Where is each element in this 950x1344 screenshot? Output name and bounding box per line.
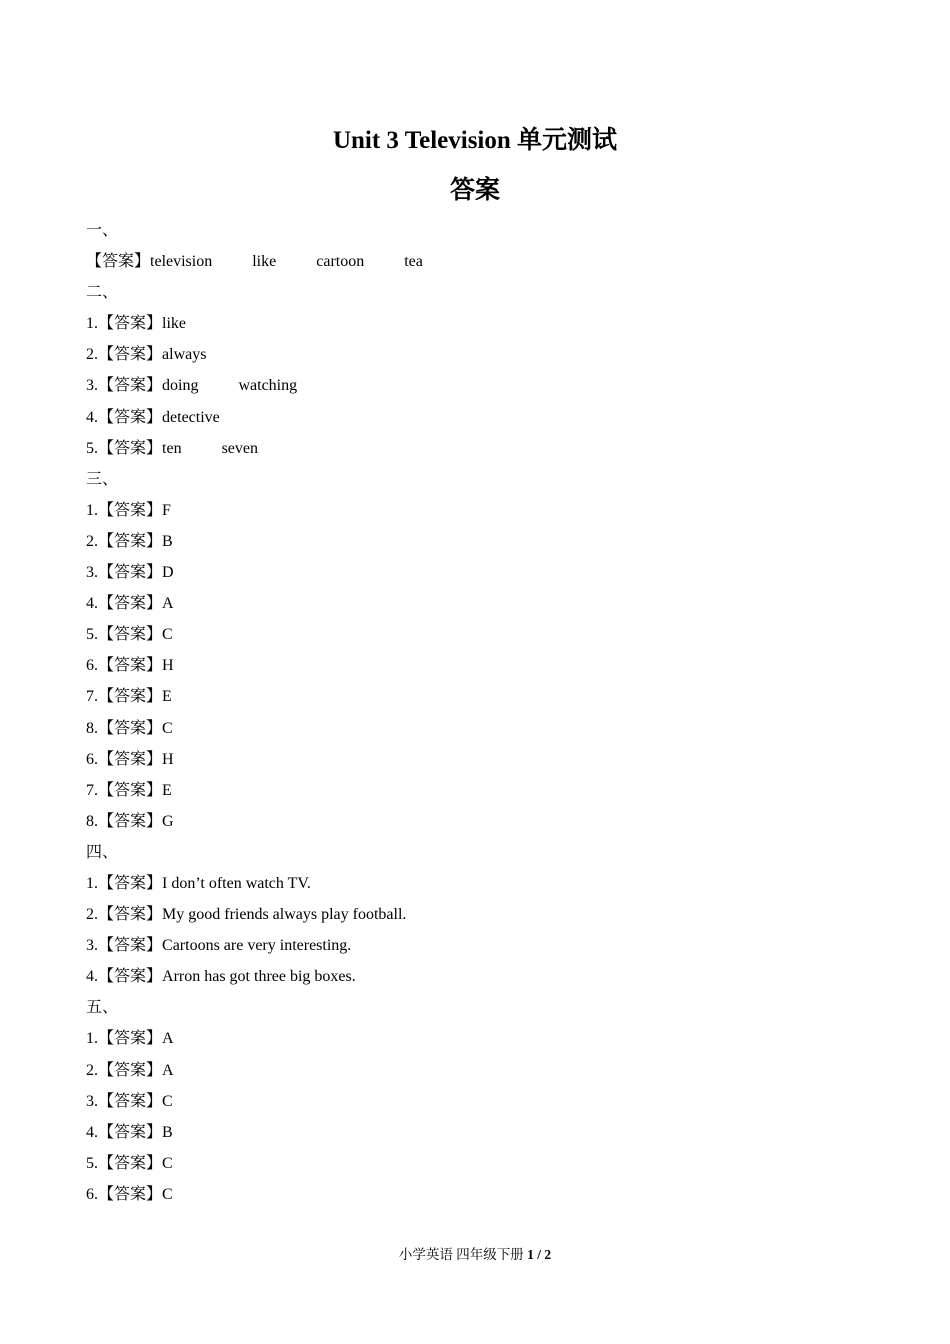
answer-text: My good friends always play football. (162, 906, 407, 924)
item-number: 2. (86, 1061, 98, 1079)
item-number: 2. (86, 906, 98, 924)
item-number: 5. (86, 439, 98, 457)
item-number: 6. (86, 657, 98, 675)
answer-tag: 【答案】 (98, 1154, 163, 1172)
answer-tag: 【答案】 (98, 937, 163, 955)
item-number: 3. (86, 564, 98, 582)
answer-text: detective (162, 408, 220, 426)
answer-tag: 【答案】 (98, 564, 163, 582)
answer-tag: 【答案】 (98, 750, 163, 768)
answer-item (86, 1117, 866, 1148)
answer-item (86, 1148, 866, 1179)
answer-text: C (162, 1154, 173, 1172)
page-number: 1 / 2 (527, 1247, 552, 1262)
answer-tag: 【答案】 (98, 626, 163, 644)
answer-text: G (162, 812, 174, 830)
answer-text: ten (162, 439, 182, 457)
answer-item (86, 619, 866, 650)
answer-text: A (162, 595, 174, 613)
answer-item (86, 1023, 866, 1054)
item-number: 6. (86, 1185, 98, 1203)
answer-item (86, 1179, 866, 1210)
section-heading: 一、 (86, 222, 119, 239)
answer-tag: 【答案】 (98, 657, 163, 675)
answer-tag: 【答案】 (98, 1092, 163, 1110)
page-footer (0, 1246, 950, 1264)
answer-item (86, 961, 866, 992)
answer-text: television (150, 253, 213, 271)
item-number: 1. (86, 1030, 98, 1048)
item-number: 8. (86, 812, 98, 830)
answer-tag: 【答案】 (98, 532, 163, 550)
answer-item (86, 744, 866, 775)
answer-text: Arron has got three big boxes. (162, 968, 356, 986)
answer-item (86, 1086, 866, 1117)
answer-text: E (162, 688, 172, 706)
item-number: 3. (86, 377, 98, 395)
document-subtitle: 答案 (449, 177, 500, 204)
section-heading: 五、 (86, 999, 119, 1017)
answer-item (86, 370, 866, 401)
answer-text: always (162, 346, 207, 364)
answer-tag: 【答案】 (98, 781, 163, 799)
answer-item (86, 308, 866, 339)
item-number: 4. (86, 968, 98, 986)
answer-text: C (162, 626, 173, 644)
answer-text: tea (404, 253, 423, 271)
answer-item (86, 339, 866, 370)
answer-text: like (162, 315, 187, 333)
answer-item (86, 713, 866, 744)
answer-text: A (162, 1061, 174, 1079)
answer-item (86, 402, 866, 433)
answer-text: H (162, 750, 174, 768)
answer-tag: 【答案】 (98, 1030, 163, 1048)
answer-text: C (162, 1185, 173, 1203)
answer-item (86, 1055, 866, 1086)
item-number: 4. (86, 595, 98, 613)
answer-text: cartoon (316, 253, 365, 271)
answer-item (86, 681, 866, 712)
answer-tag: 【答案】 (98, 719, 163, 737)
answer-text: seven (221, 439, 258, 457)
answer-item (86, 868, 866, 899)
item-number: 4. (86, 408, 98, 426)
answer-item (86, 899, 866, 930)
item-number: 2. (86, 532, 98, 550)
answer-text: D (162, 564, 174, 582)
answer-item (86, 930, 866, 961)
section-heading: 四、 (86, 843, 119, 861)
answer-tag: 【答案】 (98, 688, 163, 706)
document-title: Unit 3 Television 单元测试 (332, 127, 618, 154)
answer-tag: 【答案】 (98, 315, 163, 333)
answer-tag: 【答案】 (98, 906, 163, 924)
answer-item (86, 650, 866, 681)
answer-item (86, 495, 866, 526)
answer-tag: 【答案】 (98, 346, 163, 364)
item-number: 1. (86, 501, 98, 519)
item-number: 3. (86, 1092, 98, 1110)
answer-text: B (162, 1123, 173, 1141)
answer-item (86, 526, 866, 557)
answer-text: Cartoons are very interesting. (162, 937, 352, 955)
answer-text: C (162, 1092, 173, 1110)
answer-item (86, 775, 866, 806)
answer-item (86, 806, 866, 837)
answer-tag: 【答案】 (98, 874, 163, 892)
answer-text: watching (238, 377, 298, 395)
answer-list (86, 215, 866, 1210)
item-number: 7. (86, 781, 98, 799)
answer-tag: 【答案】 (98, 1185, 163, 1203)
answer-tag: 【答案】 (98, 595, 163, 613)
section-heading: 三、 (86, 470, 119, 488)
answer-item (86, 588, 866, 619)
section-heading: 二、 (86, 284, 119, 302)
answer-tag: 【答案】 (86, 253, 151, 271)
item-number: 3. (86, 937, 98, 955)
item-number: 4. (86, 1123, 98, 1141)
answer-tag: 【答案】 (98, 812, 163, 830)
answer-text: H (162, 657, 174, 675)
item-number: 5. (86, 626, 98, 644)
answer-text: like (252, 253, 277, 271)
answer-text: doing (162, 377, 199, 395)
answer-text: A (162, 1030, 174, 1048)
answer-tag: 【答案】 (98, 501, 163, 519)
answer-item (86, 433, 866, 464)
answer-text: B (162, 532, 173, 550)
answer-tag: 【答案】 (98, 1123, 163, 1141)
answer-item (86, 557, 866, 588)
item-number: 8. (86, 719, 98, 737)
answer-text: F (162, 501, 171, 519)
answer-text: E (162, 781, 172, 799)
answer-tag: 【答案】 (98, 968, 163, 986)
answer-item (86, 246, 866, 277)
item-number: 2. (86, 346, 98, 364)
answer-text: C (162, 719, 173, 737)
item-number: 1. (86, 315, 98, 333)
answer-tag: 【答案】 (98, 439, 163, 457)
answer-tag: 【答案】 (98, 377, 163, 395)
item-number: 7. (86, 688, 98, 706)
item-number: 1. (86, 874, 98, 892)
item-number: 5. (86, 1154, 98, 1172)
answer-tag: 【答案】 (98, 408, 163, 426)
answer-tag: 【答案】 (98, 1061, 163, 1079)
footer-label: 小学英语 四年级下册 (398, 1247, 524, 1262)
item-number: 6. (86, 750, 98, 768)
answer-text: I don’t often watch TV. (162, 874, 311, 892)
